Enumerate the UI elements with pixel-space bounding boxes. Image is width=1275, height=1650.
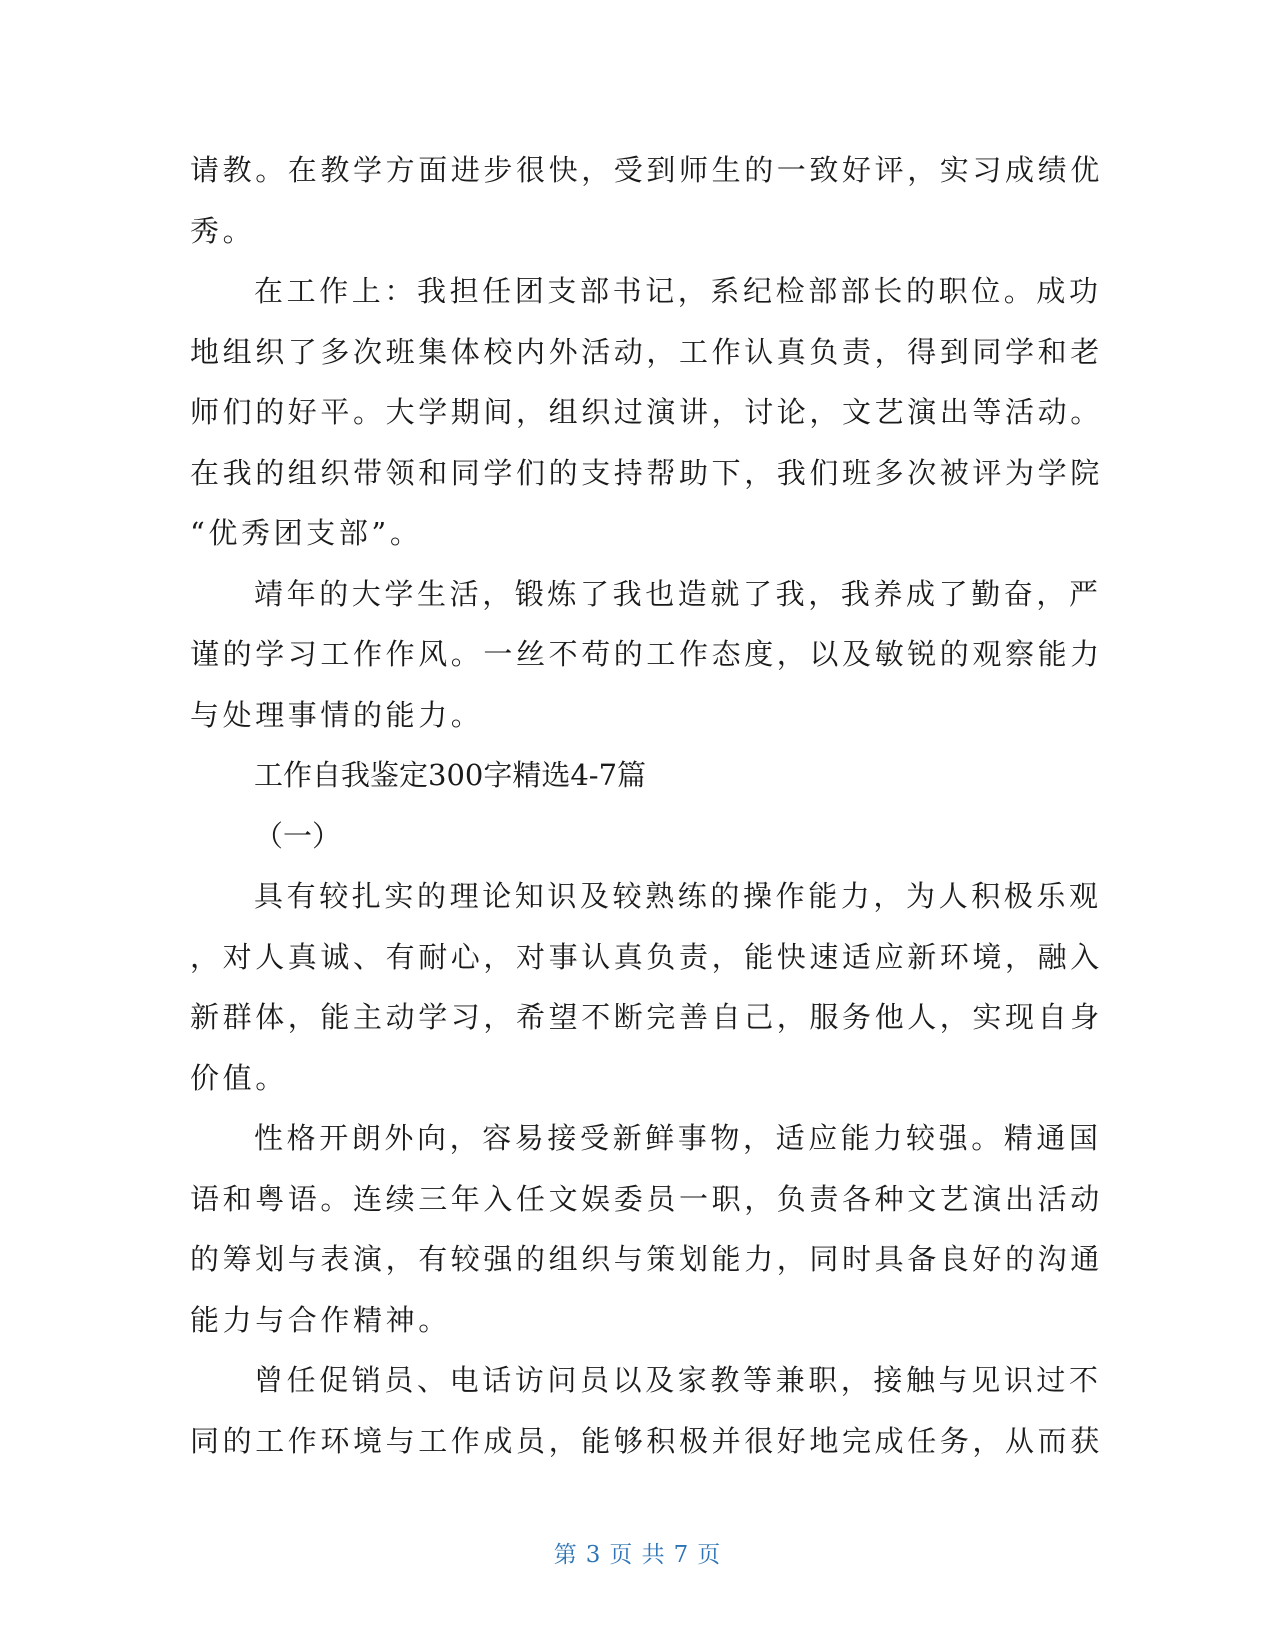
total-pages-number: 7 (673, 1542, 690, 1568)
text-line: 具有较扎实的理论知识及较熟练的操作能力，为人积极乐观 (254, 879, 1102, 913)
section-number: （一） (254, 818, 342, 853)
document-body (190, 140, 1103, 1471)
text-line: 靖年的大学生活，锻炼了我也造就了我，我养成了勤奋，严 (254, 576, 1102, 611)
text-line: 曾任促销员、电话访问员以及家教等兼职，接触与见识过不 (254, 1363, 1102, 1397)
text-line: 在我的组织带领和同学们的支持帮助下，我们班多次被评为学院 (190, 455, 1103, 490)
text-line: 新群体，能主动学习，希望不断完善自己，服务他人，实现自身 (190, 1000, 1103, 1034)
text-line: 性格开朗外向，容易接受新鲜事物，适应能力较强。精通国 (254, 1121, 1102, 1155)
page-footer (0, 1536, 1275, 1569)
footer-middle: 页 共 (609, 1542, 666, 1568)
text-line: 与处理事情的能力。 (190, 697, 484, 732)
text-line: 秀。 (190, 213, 256, 248)
text-line: 谨的学习工作作风。一丝不苟的工作态度，以及敏锐的观察能力 (190, 637, 1103, 671)
text-line: 的筹划与表演，有较强的组织与策划能力，同时具备良好的沟通 (190, 1242, 1103, 1276)
text-line: 语和粤语。连续三年入任文娱委员一职，负责各种文艺演出活动 (190, 1181, 1103, 1216)
text-line: 价值。 (190, 1060, 288, 1095)
current-page-number: 3 (585, 1542, 602, 1568)
footer-prefix: 第 (553, 1542, 578, 1568)
text-line: 同的工作环境与工作成员，能够积极并很好地完成任务，从而获 (190, 1423, 1103, 1458)
text-line: 请教。在教学方面进步很快，受到师生的一致好评，实习成绩优 (190, 153, 1103, 187)
text-line: 在工作上：我担任团支部书记，系纪检部部长的职位。成功 (254, 274, 1102, 308)
text-line: 地组织了多次班集体校内外活动，工作认真负责，得到同学和老 (190, 334, 1103, 369)
text-line: 师们的好平。大学期间，组织过演讲，讨论，文艺演出等活动。 (190, 395, 1103, 429)
text-line: 能力与合作精神。 (190, 1302, 451, 1337)
footer-suffix: 页 (697, 1542, 722, 1568)
text-line: ，对人真诚、有耐心，对事认真负责，能快速适应新环境，融入 (190, 939, 1103, 974)
section-heading: 工作自我鉴定300字精选4-7篇 (254, 758, 647, 792)
text-line: “优秀团支部”。 (190, 516, 423, 550)
